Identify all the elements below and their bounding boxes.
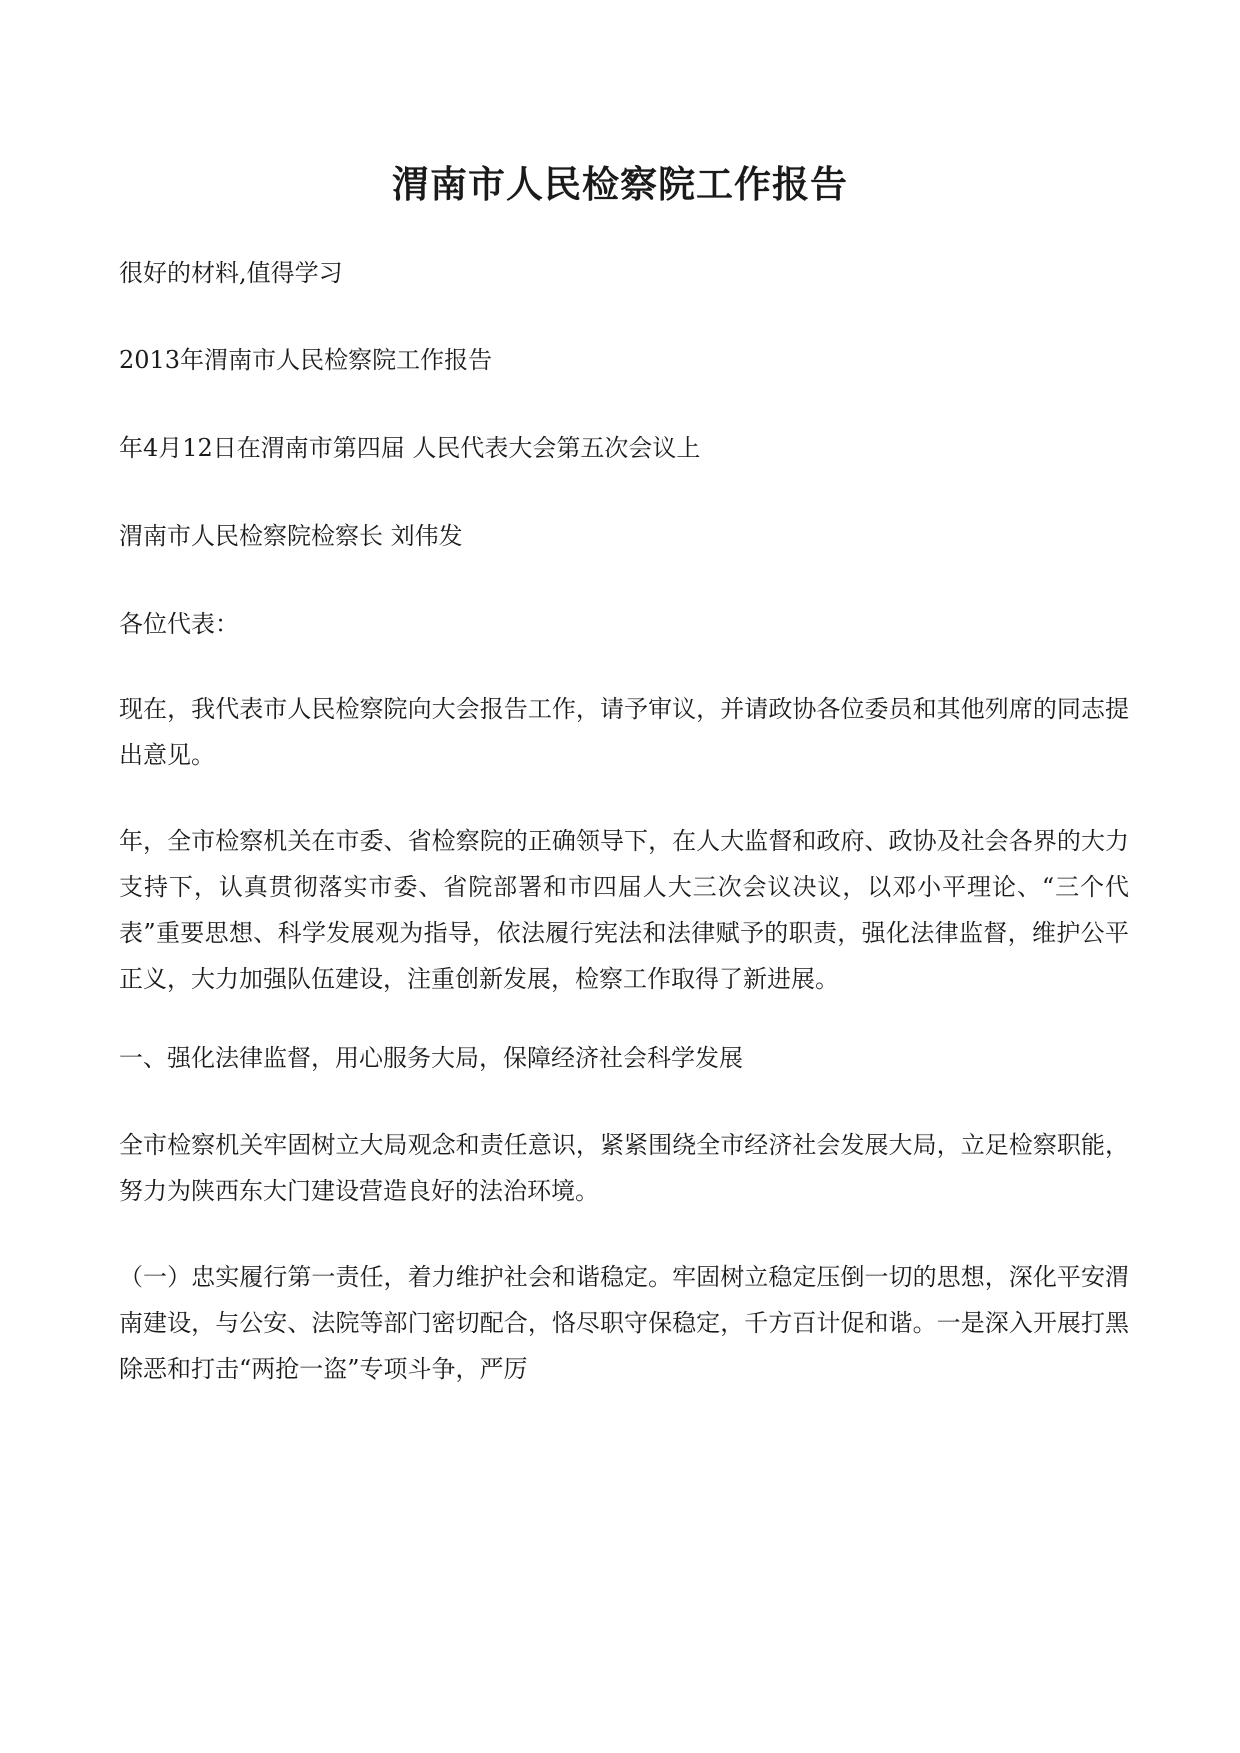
paragraph-meeting-date: 年4月12日在渭南市第四届 人民代表大会第五次会议上 [119, 434, 701, 462]
page-title: 渭南市人民检察院工作报告 [392, 162, 848, 206]
paragraph-comment: 很好的材料,值得学习 [119, 259, 343, 287]
paragraph-report-heading: 2013年渭南市人民检察院工作报告 [119, 346, 493, 374]
paragraph-subsection-one: （一）忠实履行第一责任，着力维护社会和谐稳定。牢固树立稳定压倒一切的思想，深化平安渭南建设，与公安、法院等部门密切配合，恪尽职守保稳定，千方百计促和谐。一是深入开展打黑除恶和打击“两抢一盗”专项斗争，严厉 [119, 1263, 1129, 1383]
paragraph-speaker: 渭南市人民检察院检察长 刘伟发 [119, 522, 463, 550]
paragraph-section-one: 全市检察机关牢固树立大局观念和责任意识，紧紧围绕全市经济社会发展大局，立足检察职能，努力为陕西东大门建设营造良好的法治环境。 [119, 1131, 1129, 1205]
paragraph-overview: 年，全市检察机关在市委、省检察院的正确领导下，在人大监督和政府、政协及社会各界的大力支持下，认真贯彻落实市委、省院部署和市四届人大三次会议决议，以邓小平理论、“三个代表”重要思想、科学发展观为指导，依法履行宪法和法律赋予的职责，强化法律监督，维护公平正义，大力加强队伍建设，注重创新发展，检察工作取得了新进展。 [119, 827, 1129, 993]
paragraph-salutation: 各位代表： [119, 610, 239, 638]
paragraph-intro: 现在，我代表市人民检察院向大会报告工作，请予审议，并请政协各位委员和其他列席的同志提出意见。 [119, 695, 1129, 769]
section-heading-one: 一、强化法律监督，用心服务大局，保障经济社会科学发展 [119, 1044, 743, 1072]
